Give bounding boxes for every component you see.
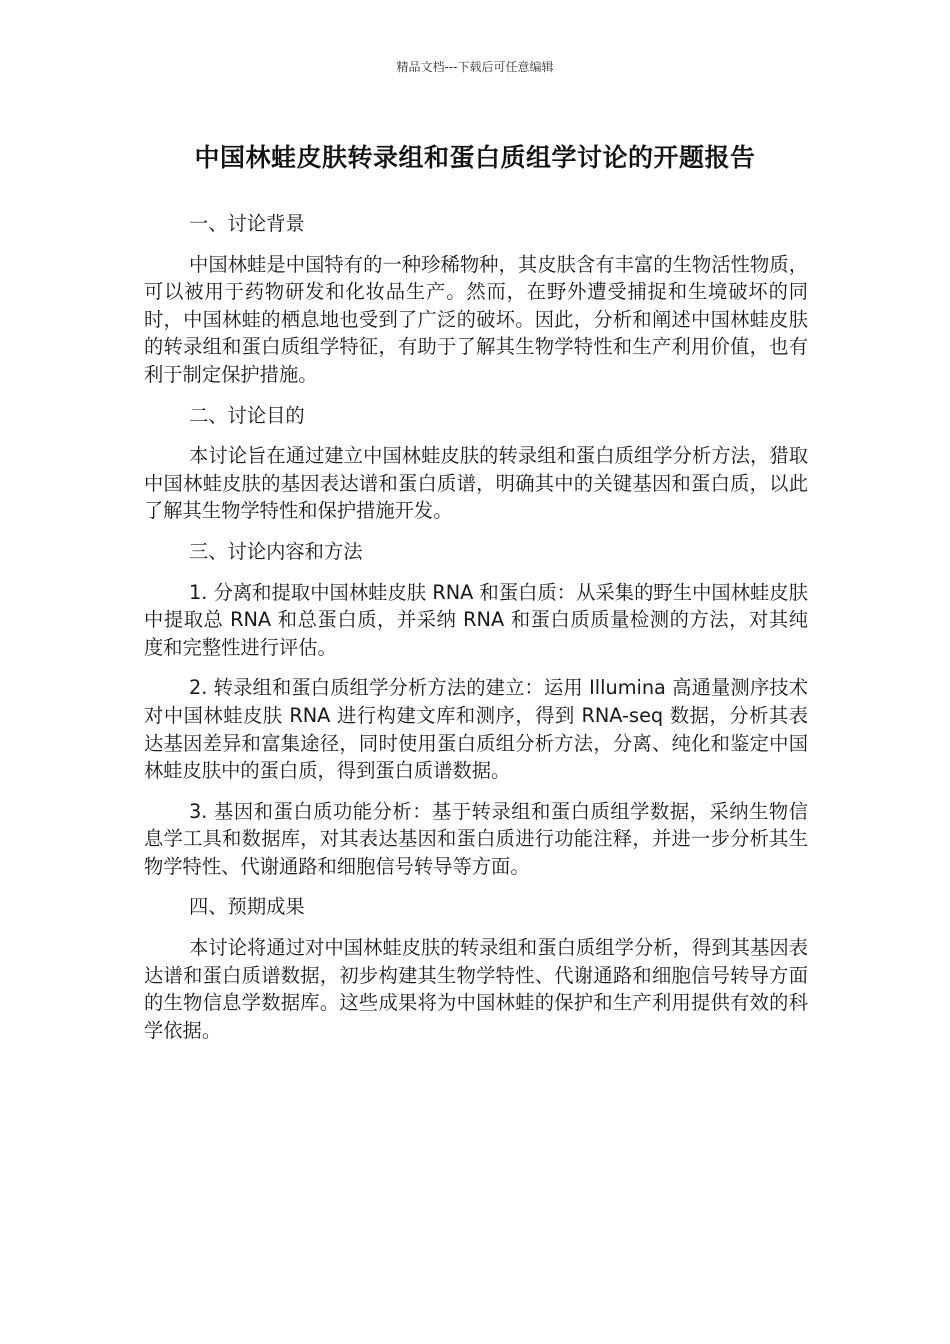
section-heading-outcomes: 四、预期成果: [189, 895, 305, 919]
document-title: 中国林蛙皮肤转录组和蛋白质组学讨论的开题报告: [194, 143, 756, 172]
header-note: 精品文档---下载后可任意编辑: [396, 60, 554, 74]
paragraph-background: 中国林蛙是中国特有的一种珍稀物种，其皮肤含有丰富的生物活性物质，可以被用于药物研发和化妆品生产。然而，在野外遭受捕捉和生境破坏的同时，中国林蛙的栖息地也受到了广泛的破坏。因此，分析和阐述中国林蛙皮肤的转录组和蛋白质组学特征，有助于了解其生物学特性和生产利用价值，也有利于制定保护措施。: [144, 252, 808, 386]
paragraph-method-2: 2. 转录组和蛋白质组学分析方法的建立：运用 Illumina 高通量测序技术对中国林蛙皮肤 RNA 进行构建文库和测序，得到 RNA-seq 数据，分析其表达基因差异和富集途径，同时使用蛋白质组分析方法，分离、纯化和鉴定中国林蛙皮肤中的蛋白质，得到蛋白质谱数据。: [144, 676, 808, 783]
section-heading-background: 一、讨论背景: [189, 212, 305, 235]
section-heading-purpose: 二、讨论目的: [189, 403, 305, 427]
section-heading-methods: 三、讨论内容和方法: [189, 539, 363, 563]
paragraph-method-3: 3. 基因和蛋白质功能分析：基于转录组和蛋白质组学数据，采纳生物信息学工具和数据库，对其表达基因和蛋白质进行功能注释，并进一步分析其生物学特性、代谢通路和细胞信号转导等方面。: [144, 799, 808, 878]
paragraph-outcomes: 本讨论将通过对中国林蛙皮肤的转录组和蛋白质组学分析，得到其基因表达谱和蛋白质谱数据，初步构建其生物学特性、代谢通路和细胞信号转导方面的生物信息学数据库。这些成果将为中国林蛙的保护和生产利用提供有效的科学依据。: [144, 936, 808, 1042]
paragraph-method-1: 1. 分离和提取中国林蛙皮肤 RNA 和蛋白质：从采集的野生中国林蛙皮肤中提取总 RNA 和总蛋白质，并采纳 RNA 和蛋白质质量检测的方法，对其纯度和完整性进行评估。: [144, 580, 808, 659]
document-body: [144, 210, 808, 1057]
paragraph-purpose: 本讨论旨在通过建立中国林蛙皮肤的转录组和蛋白质组学分析方法，猎取中国林蛙皮肤的基因表达谱和蛋白质谱，明确其中的关键基因和蛋白质，以此了解其生物学特性和保护措施开发。: [144, 444, 808, 523]
